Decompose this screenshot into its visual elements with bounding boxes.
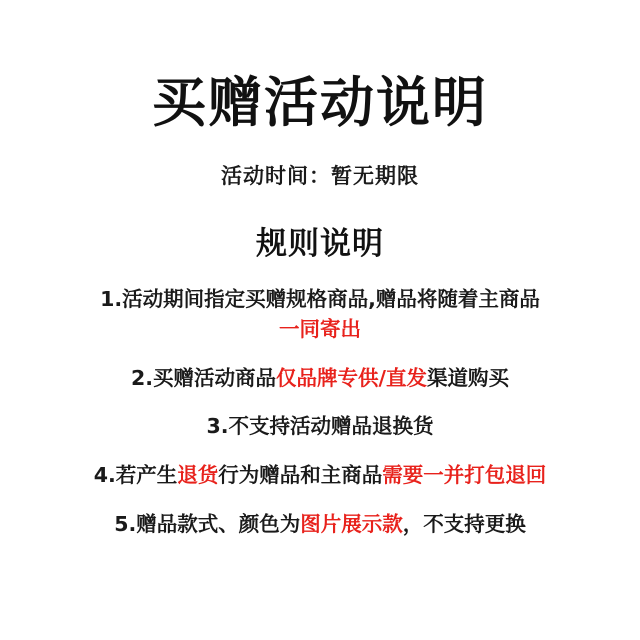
rule-item (20, 285, 620, 344)
page-title: 买赠活动说明 (152, 71, 488, 134)
rule-text: 赠品款式、颜色为 (136, 511, 301, 536)
rule-highlight-text: 退货 (177, 462, 219, 487)
rule-item (20, 364, 620, 394)
rule-text: 活动期间指定买赠规格商品,赠品将随着主商品 (122, 287, 540, 312)
rule-text: 不支持活动赠品退换货 (228, 414, 434, 439)
rule-text: 行为赠品和主商品 (218, 462, 383, 487)
rule-text: 买赠活动商品 (153, 365, 277, 390)
rule-text: 若产生 (115, 462, 178, 487)
rules-section-title: 规则说明 (256, 226, 384, 263)
rule-text: ，不支持更换 (402, 511, 526, 536)
rule-item (20, 412, 620, 442)
rule-index: 2. (130, 365, 154, 390)
rule-highlight-text: 一同寄出 (279, 316, 361, 341)
rule-index: 4. (93, 462, 116, 487)
activity-period-text: 活动时间：暂无期限 (221, 164, 419, 189)
rule-highlight-text: 仅品牌专供/直发 (276, 365, 428, 390)
rule-index: 1. (100, 287, 123, 312)
rule-index: 3. (206, 414, 229, 439)
rule-index: 5. (114, 511, 137, 536)
rule-highlight-text: 需要一并打包退回 (382, 462, 547, 487)
rule-highlight-text: 图片展示款 (300, 511, 403, 536)
rule-text: 渠道购买 (427, 365, 510, 390)
rules-list (0, 285, 640, 558)
rule-item (20, 461, 620, 491)
rule-item (20, 510, 620, 540)
